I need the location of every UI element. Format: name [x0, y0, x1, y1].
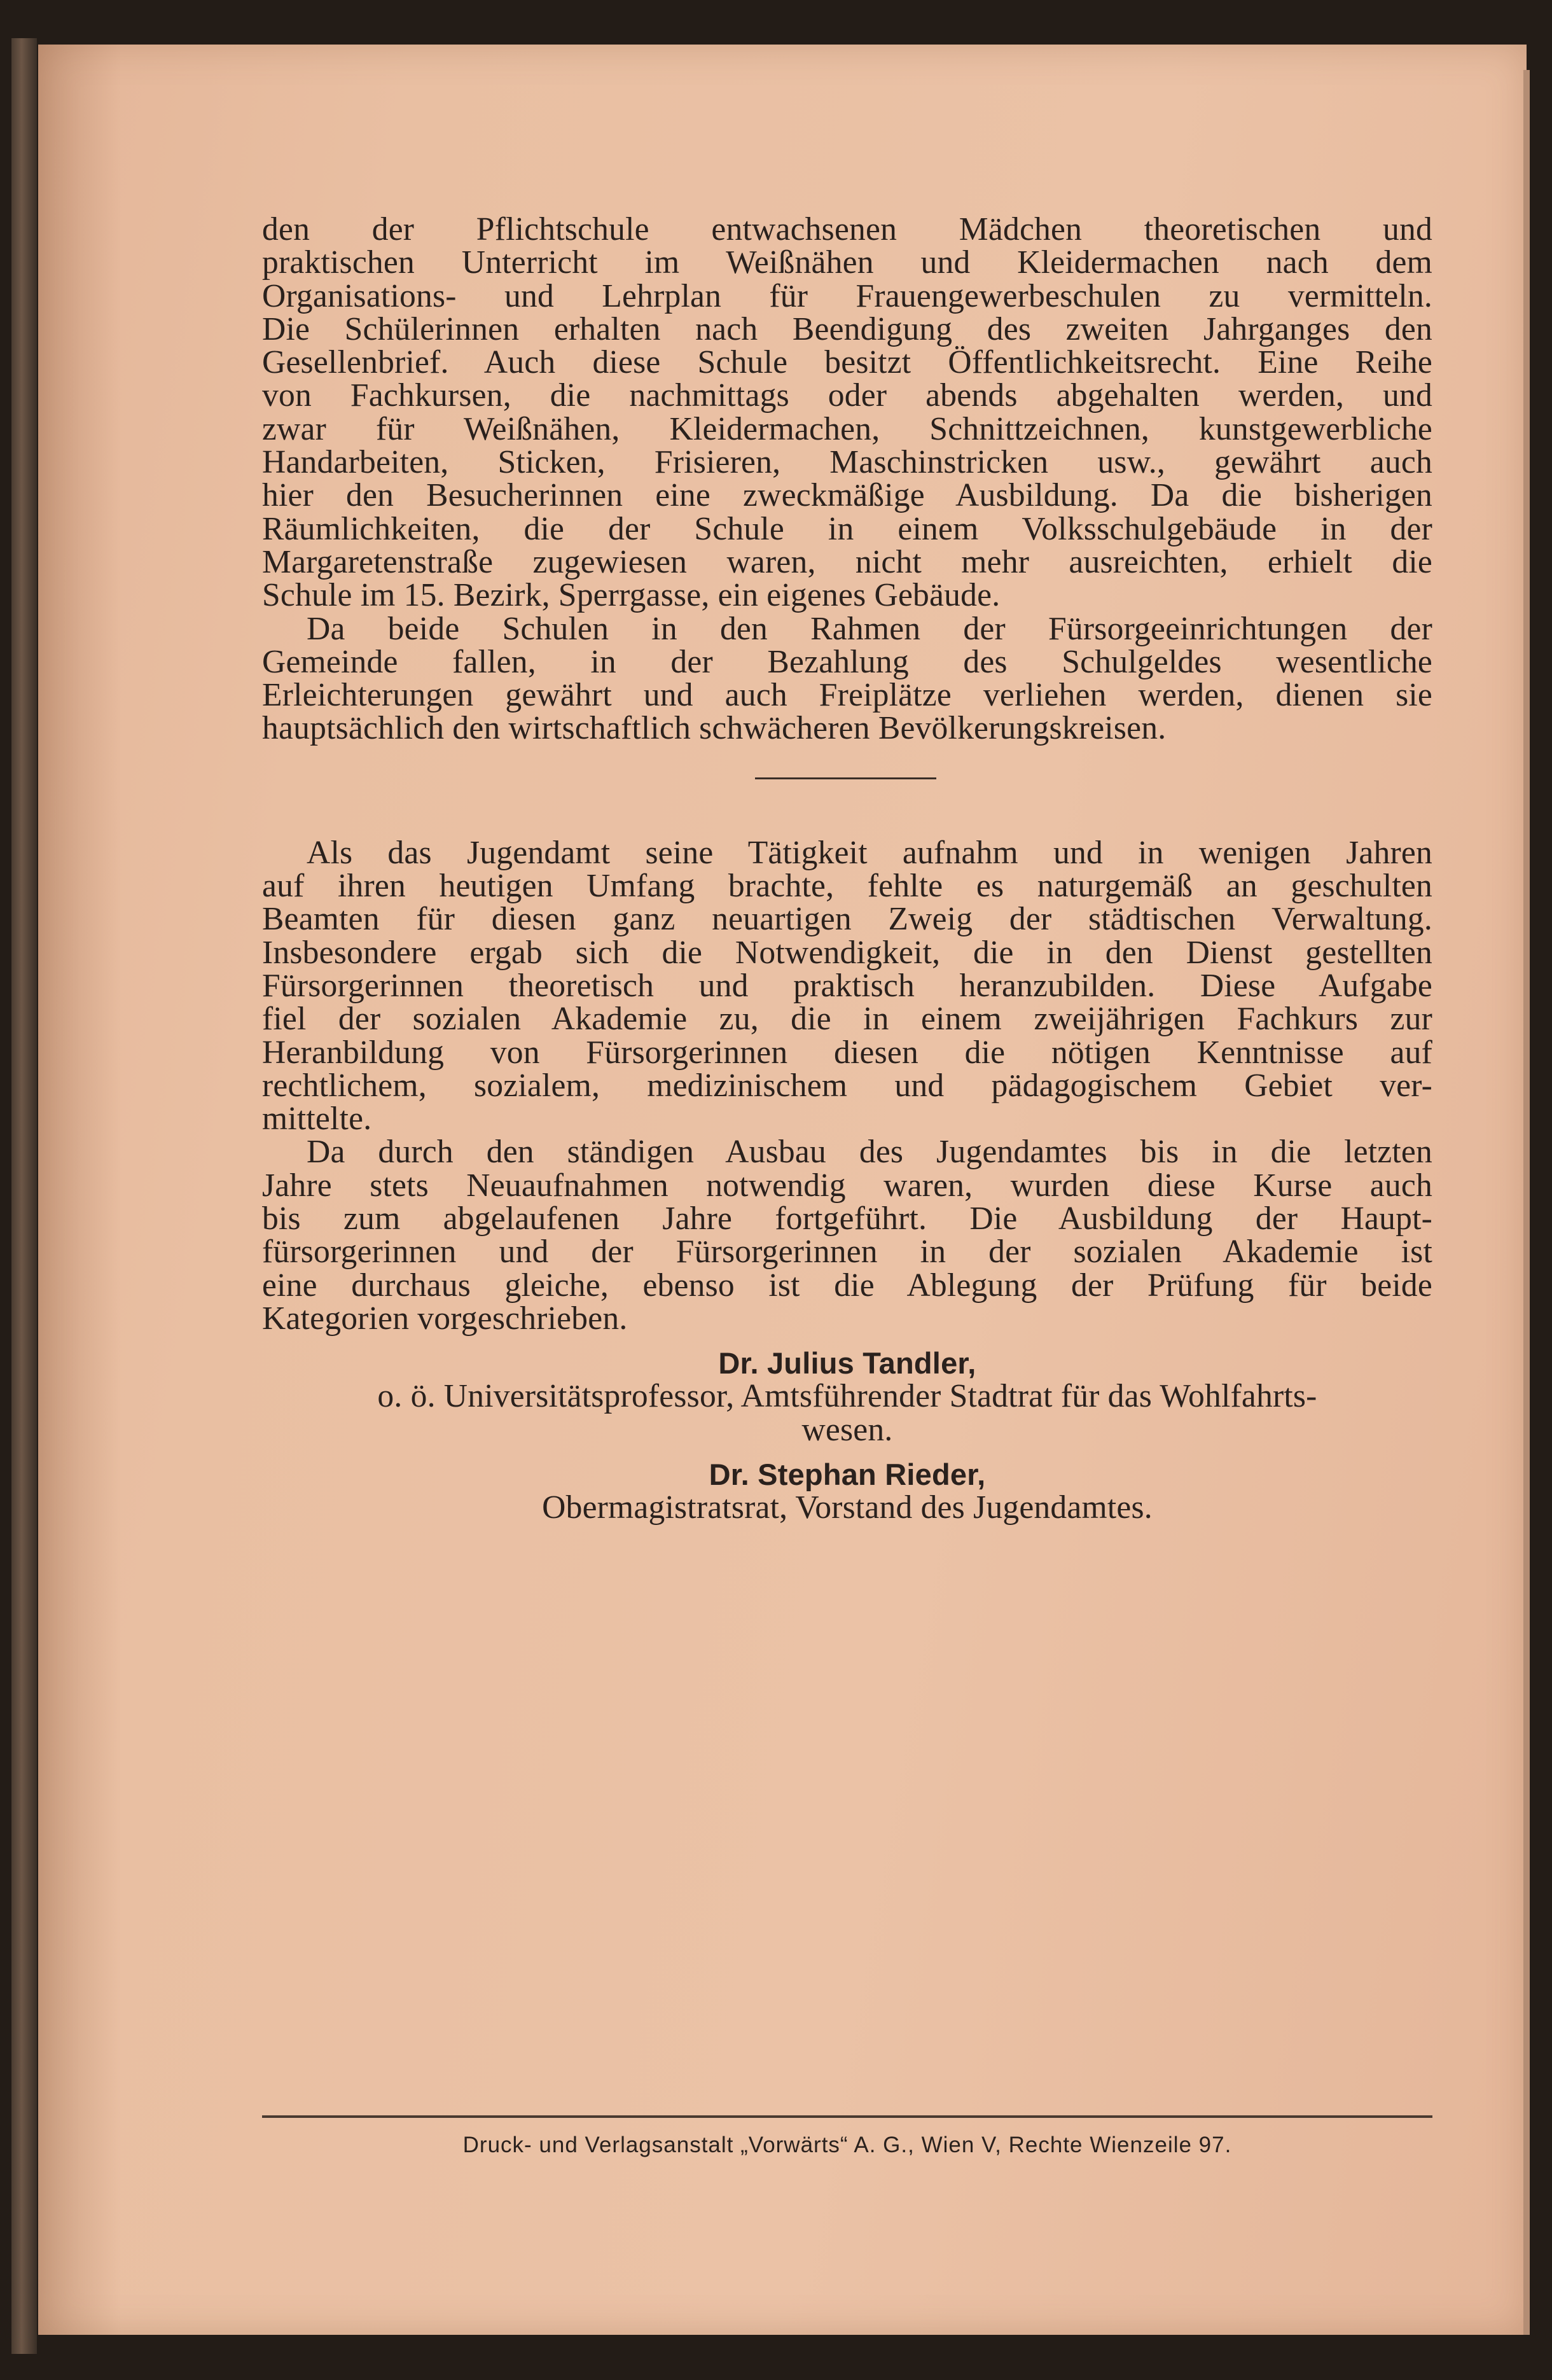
page-body	[262, 213, 1432, 1524]
paragraph-bottom-2	[262, 1136, 1432, 1335]
printer-imprint: Druck- und Verlagsanstalt „Vorwärts“ A. G., Wien V, Rechte Wienzeile 97.	[462, 2133, 1232, 2157]
text-line: fürsorgerinnen und der Fürsorgerinnen in der sozialen Akademie ist	[262, 1234, 1432, 1270]
text-line: Da durch den ständigen Ausbau des Jugendamtes bis in die letzten	[307, 1134, 1432, 1171]
section-divider	[755, 777, 936, 779]
signature-title-tandler-line2: wesen.	[801, 1411, 893, 1448]
text-line: bis zum abgelaufenen Jahre fortgeführt. Die Ausbildung der Haupt-	[262, 1200, 1432, 1237]
signature-title-tandler-line1: o. ö. Universitätsprofessor, Amtsführender Stadtrat für das Wohlfahrts-	[377, 1378, 1317, 1415]
text-line: Fürsorgerinnen theoretisch und praktisch heranzubilden. Diese Aufgabe	[262, 967, 1432, 1004]
text-line: Heranbildung von Fürsorgerinnen diesen die nötigen Kenntnisse auf	[262, 1034, 1432, 1071]
text-line: Schule im 15. Bezirk, Sperrgasse, ein eigenes Gebäude.	[262, 577, 1001, 614]
text-line: eine durchaus gleiche, ebenso ist die Ablegung der Prüfung für beide	[262, 1267, 1432, 1304]
text-line: zwar für Weißnähen, Kleidermachen, Schnittzeichnen, kunstgewerbliche	[262, 410, 1432, 447]
page-gutter-shadow	[38, 45, 121, 2335]
text-line: Margaretenstraße zugewiesen waren, nicht mehr ausreichten, erhielt die	[262, 543, 1432, 580]
text-line: Erleichterungen gewährt und auch Freiplätze verliehen werden, dienen sie	[262, 677, 1432, 714]
text-line: mittelte.	[262, 1101, 372, 1138]
text-line: hier den Besucherinnen eine zweckmäßige Ausbildung. Da die bisherigen	[262, 477, 1432, 514]
text-line: Gesellenbrief. Auch diese Schule besitzt Öffentlichkeitsrecht. Eine Reihe	[262, 344, 1432, 381]
paragraph-top-1	[262, 213, 1432, 613]
signature-name-tandler: Dr. Julius Tandler,	[718, 1346, 976, 1381]
text-line: Handarbeiten, Sticken, Frisieren, Maschinstricken usw., gewährt auch	[262, 444, 1432, 481]
text-line: von Fachkursen, die nachmittags oder abends abgehalten werden, und	[262, 377, 1432, 414]
text-line: den der Pflichtschule entwachsenen Mädchen theoretischen und	[262, 211, 1432, 247]
text-line: Als das Jugendamt seine Tätigkeit aufnahm und in wenigen Jahren	[307, 834, 1432, 871]
paragraph-bottom-1	[262, 834, 1432, 1138]
text-line: Räumlichkeiten, die der Schule in einem Volksschulgebäude in der	[262, 510, 1432, 547]
text-line: rechtlichem, sozialem, medizinischem und pädagogischem Gebiet ver-	[262, 1067, 1432, 1104]
page-right-edge	[1523, 70, 1530, 2335]
text-line: fiel der sozialen Akademie zu, die in einem zweijährigen Fachkurs zur	[262, 1001, 1432, 1038]
text-line: auf ihren heutigen Umfang brachte, fehlte es naturgemäß an geschulten	[262, 868, 1432, 905]
footer-rule	[262, 2115, 1432, 2118]
signature-title-rieder: Obermagistratsrat, Vorstand des Jugendamtes.	[542, 1489, 1153, 1526]
text-line: Gemeinde fallen, in der Bezahlung des Schulgeldes wesentliche	[262, 643, 1432, 680]
text-line: praktischen Unterricht im Weißnähen und Kleidermachen nach dem	[262, 244, 1432, 281]
text-line: Organisations- und Lehrplan für Frauengewerbeschulen zu vermitteln.	[262, 277, 1432, 314]
text-line: Da beide Schulen in den Rahmen der Fürsorgeeinrichtungen der	[307, 610, 1432, 647]
text-line: Jahre stets Neuaufnahmen notwendig waren, wurden diese Kurse auch	[262, 1167, 1432, 1204]
signature-name-rieder: Dr. Stephan Rieder,	[709, 1457, 986, 1491]
text-line: Insbesondere ergab sich die Notwendigkeit, die in den Dienst gestellten	[262, 934, 1432, 971]
text-line: Kategorien vorgeschrieben.	[262, 1300, 628, 1337]
text-line: Die Schülerinnen erhalten nach Beendigung des zweiten Jahrganges den	[262, 310, 1432, 347]
text-line: hauptsächlich den wirtschaftlich schwächeren Bevölkerungskreisen.	[262, 710, 1167, 747]
paragraph-top-2	[262, 610, 1432, 747]
text-line: Beamten für diesen ganz neuartigen Zweig der städtischen Verwaltung.	[262, 901, 1432, 938]
book-spine	[11, 38, 37, 2354]
